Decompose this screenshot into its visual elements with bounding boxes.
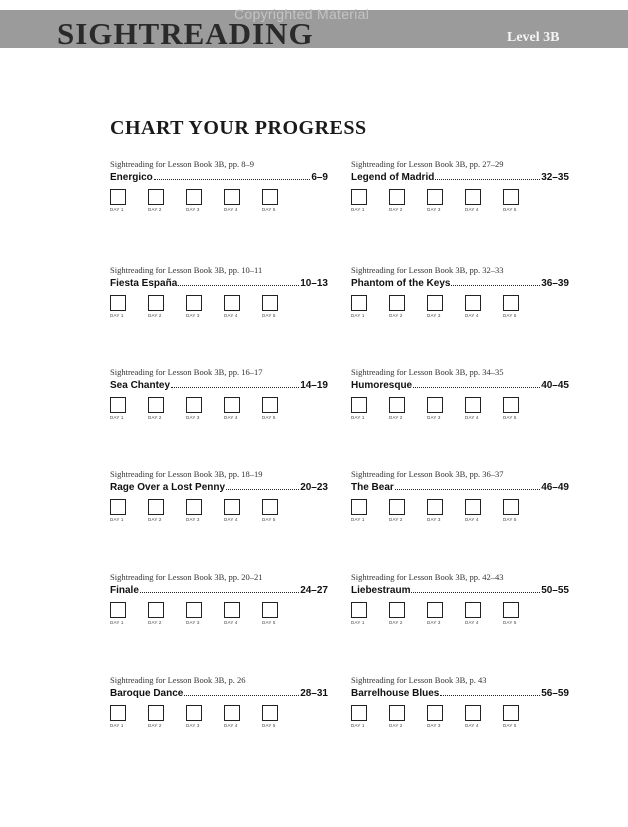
piece-title: Phantom of the Keys <box>351 278 451 289</box>
piece-line <box>351 687 569 700</box>
watermark: Copyrighted Material <box>234 6 370 22</box>
day-checkboxes <box>110 189 328 213</box>
day-checkboxes <box>351 602 569 626</box>
dot-leader <box>226 481 299 490</box>
day-label: DAY 1 <box>110 313 124 318</box>
day-5 <box>503 602 541 626</box>
day-1 <box>351 397 389 421</box>
day-label: DAY 1 <box>110 723 124 728</box>
lesson-reference: Sightreading for Lesson Book 3B, pp. 34–35 <box>351 367 504 377</box>
day-label: DAY 5 <box>503 517 517 522</box>
day-checkbox[interactable] <box>186 397 202 413</box>
piece-line <box>351 171 569 184</box>
day-label: DAY 3 <box>427 207 441 212</box>
day-checkbox[interactable] <box>262 189 278 205</box>
day-label: DAY 4 <box>224 415 238 420</box>
dot-leader <box>395 481 540 490</box>
dot-leader <box>411 584 540 593</box>
dot-leader <box>140 584 299 593</box>
day-label: DAY 4 <box>465 723 479 728</box>
progress-entry <box>110 367 328 421</box>
day-5 <box>262 295 300 319</box>
day-label: DAY 1 <box>110 207 124 212</box>
day-label: DAY 4 <box>465 415 479 420</box>
piece-title: Sea Chantey <box>110 380 171 391</box>
piece-line <box>110 687 328 700</box>
day-3 <box>427 397 465 421</box>
piece-title: Liebestraum <box>351 585 411 596</box>
day-checkbox[interactable] <box>110 189 126 205</box>
piece-title: Finale <box>110 585 139 596</box>
day-label: DAY 1 <box>351 415 365 420</box>
day-checkbox[interactable] <box>351 602 367 618</box>
day-checkboxes <box>110 397 328 421</box>
progress-entry <box>351 572 569 626</box>
day-label: DAY 2 <box>148 415 162 420</box>
lesson-reference: Sightreading for Lesson Book 3B, p. 43 <box>351 675 487 685</box>
day-checkbox[interactable] <box>465 499 481 515</box>
day-label: DAY 2 <box>389 207 403 212</box>
piece-title: Legend of Madrid <box>351 172 435 183</box>
day-checkbox[interactable] <box>262 499 278 515</box>
day-label: DAY 2 <box>389 620 403 625</box>
day-checkbox[interactable] <box>503 295 519 311</box>
progress-entry <box>351 469 569 523</box>
day-checkbox[interactable] <box>224 397 240 413</box>
day-label: DAY 2 <box>148 620 162 625</box>
day-4 <box>224 397 262 421</box>
day-label: DAY 4 <box>224 620 238 625</box>
dot-leader <box>413 379 540 388</box>
piece-line <box>110 171 328 184</box>
day-label: DAY 3 <box>186 620 200 625</box>
day-label: DAY 3 <box>427 313 441 318</box>
day-2 <box>148 499 186 523</box>
lesson-reference: Sightreading for Lesson Book 3B, pp. 16–17 <box>110 367 263 377</box>
day-checkbox[interactable] <box>503 602 519 618</box>
day-3 <box>186 397 224 421</box>
day-checkboxes <box>351 705 569 729</box>
day-2 <box>389 397 427 421</box>
day-checkbox[interactable] <box>503 397 519 413</box>
day-label: DAY 2 <box>148 517 162 522</box>
day-checkbox[interactable] <box>110 499 126 515</box>
day-1 <box>351 295 389 319</box>
day-3 <box>427 602 465 626</box>
piece-line <box>110 584 328 597</box>
day-label: DAY 3 <box>186 415 200 420</box>
day-checkbox[interactable] <box>224 499 240 515</box>
day-1 <box>110 602 148 626</box>
day-label: DAY 2 <box>389 517 403 522</box>
piece-title: Baroque Dance <box>110 688 184 699</box>
day-label: DAY 5 <box>262 415 276 420</box>
day-3 <box>186 705 224 729</box>
day-2 <box>389 499 427 523</box>
lesson-reference: Sightreading for Lesson Book 3B, pp. 10–11 <box>110 265 263 275</box>
day-label: DAY 1 <box>110 517 124 522</box>
day-label: DAY 5 <box>262 517 276 522</box>
day-1 <box>351 499 389 523</box>
day-2 <box>389 602 427 626</box>
piece-line <box>351 481 569 494</box>
day-checkbox[interactable] <box>389 397 405 413</box>
progress-entry <box>351 159 569 213</box>
day-checkbox[interactable] <box>186 189 202 205</box>
day-label: DAY 5 <box>262 207 276 212</box>
day-label: DAY 5 <box>503 723 517 728</box>
page-range: 56–59 <box>541 688 569 699</box>
day-2 <box>148 295 186 319</box>
day-2 <box>389 189 427 213</box>
day-2 <box>148 189 186 213</box>
page-range: 6–9 <box>311 172 328 183</box>
page-range: 28–31 <box>300 688 328 699</box>
day-checkbox[interactable] <box>148 397 164 413</box>
day-checkbox[interactable] <box>148 189 164 205</box>
day-checkbox[interactable] <box>503 705 519 721</box>
day-label: DAY 1 <box>110 620 124 625</box>
progress-entry <box>110 675 328 729</box>
day-checkboxes <box>110 705 328 729</box>
day-2 <box>148 397 186 421</box>
day-label: DAY 1 <box>110 415 124 420</box>
day-label: DAY 3 <box>427 415 441 420</box>
progress-entry <box>351 265 569 319</box>
day-checkbox[interactable] <box>465 397 481 413</box>
day-checkbox[interactable] <box>389 705 405 721</box>
day-label: DAY 1 <box>351 313 365 318</box>
day-checkbox[interactable] <box>148 499 164 515</box>
day-checkbox[interactable] <box>427 499 443 515</box>
day-label: DAY 5 <box>262 313 276 318</box>
dot-leader <box>171 379 299 388</box>
day-2 <box>389 295 427 319</box>
day-3 <box>186 295 224 319</box>
day-5 <box>262 602 300 626</box>
day-label: DAY 4 <box>465 517 479 522</box>
page-range: 46–49 <box>541 482 569 493</box>
piece-line <box>110 379 328 392</box>
day-checkboxes <box>110 295 328 319</box>
lesson-reference: Sightreading for Lesson Book 3B, pp. 32–33 <box>351 265 504 275</box>
piece-title: Barrelhouse Blues <box>351 688 440 699</box>
day-5 <box>262 397 300 421</box>
dot-leader <box>154 171 311 180</box>
day-label: DAY 5 <box>503 620 517 625</box>
piece-title: Energico <box>110 172 153 183</box>
day-2 <box>148 705 186 729</box>
day-checkbox[interactable] <box>110 705 126 721</box>
day-4 <box>465 397 503 421</box>
page-range: 36–39 <box>541 278 569 289</box>
day-3 <box>427 189 465 213</box>
page-range: 24–27 <box>300 585 328 596</box>
lesson-reference: Sightreading for Lesson Book 3B, pp. 27–29 <box>351 159 504 169</box>
day-3 <box>186 499 224 523</box>
day-4 <box>224 189 262 213</box>
day-checkbox[interactable] <box>186 602 202 618</box>
day-checkbox[interactable] <box>351 499 367 515</box>
day-checkbox[interactable] <box>351 397 367 413</box>
day-checkbox[interactable] <box>110 295 126 311</box>
day-checkbox[interactable] <box>186 295 202 311</box>
day-label: DAY 4 <box>224 517 238 522</box>
day-4 <box>465 295 503 319</box>
piece-title: Rage Over a Lost Penny <box>110 482 226 493</box>
day-checkbox[interactable] <box>389 499 405 515</box>
piece-title: Humoresque <box>351 380 413 391</box>
day-label: DAY 4 <box>224 207 238 212</box>
day-label: DAY 1 <box>351 517 365 522</box>
day-5 <box>503 499 541 523</box>
progress-entry <box>351 675 569 729</box>
dot-leader <box>178 277 299 286</box>
day-label: DAY 3 <box>186 207 200 212</box>
day-5 <box>503 705 541 729</box>
day-checkbox[interactable] <box>427 189 443 205</box>
day-checkbox[interactable] <box>110 602 126 618</box>
day-checkbox[interactable] <box>148 602 164 618</box>
day-checkbox[interactable] <box>148 705 164 721</box>
day-label: DAY 2 <box>148 313 162 318</box>
lesson-reference: Sightreading for Lesson Book 3B, pp. 42–43 <box>351 572 504 582</box>
day-label: DAY 4 <box>465 313 479 318</box>
day-label: DAY 2 <box>148 723 162 728</box>
day-checkbox[interactable] <box>351 705 367 721</box>
day-3 <box>427 705 465 729</box>
page-range: 20–23 <box>300 482 328 493</box>
day-checkbox[interactable] <box>186 499 202 515</box>
day-label: DAY 3 <box>427 620 441 625</box>
day-checkbox[interactable] <box>351 295 367 311</box>
day-4 <box>224 602 262 626</box>
day-checkbox[interactable] <box>465 295 481 311</box>
lesson-reference: Sightreading for Lesson Book 3B, pp. 8–9 <box>110 159 255 169</box>
day-label: DAY 3 <box>186 313 200 318</box>
day-4 <box>465 189 503 213</box>
day-label: DAY 1 <box>351 207 365 212</box>
lesson-reference: Sightreading for Lesson Book 3B, pp. 18–19 <box>110 469 263 479</box>
day-5 <box>262 499 300 523</box>
dot-leader <box>440 687 540 696</box>
day-checkbox[interactable] <box>262 295 278 311</box>
day-3 <box>186 602 224 626</box>
day-checkbox[interactable] <box>148 295 164 311</box>
lesson-reference: Sightreading for Lesson Book 3B, pp. 20–21 <box>110 572 263 582</box>
day-checkbox[interactable] <box>262 397 278 413</box>
day-label: DAY 3 <box>186 723 200 728</box>
day-3 <box>427 499 465 523</box>
day-label: DAY 3 <box>427 723 441 728</box>
header-title: SIGHTREADING <box>57 16 314 51</box>
day-1 <box>351 189 389 213</box>
page-range: 10–13 <box>300 278 328 289</box>
day-4 <box>224 295 262 319</box>
level-label: Level 3B <box>507 30 560 45</box>
day-2 <box>148 602 186 626</box>
day-checkbox[interactable] <box>224 705 240 721</box>
piece-line <box>110 277 328 290</box>
progress-entry <box>110 572 328 626</box>
page-range: 50–55 <box>541 585 569 596</box>
dot-leader <box>435 171 540 180</box>
day-checkbox[interactable] <box>503 189 519 205</box>
day-label: DAY 3 <box>186 517 200 522</box>
day-4 <box>465 602 503 626</box>
dot-leader <box>184 687 299 696</box>
day-1 <box>110 189 148 213</box>
progress-entry <box>110 159 328 213</box>
day-checkboxes <box>351 189 569 213</box>
day-checkbox[interactable] <box>389 189 405 205</box>
piece-line <box>351 584 569 597</box>
day-checkboxes <box>351 499 569 523</box>
day-5 <box>503 397 541 421</box>
day-checkboxes <box>110 602 328 626</box>
day-label: DAY 1 <box>351 620 365 625</box>
day-checkbox[interactable] <box>224 602 240 618</box>
day-checkbox[interactable] <box>503 499 519 515</box>
day-checkboxes <box>110 499 328 523</box>
progress-entry <box>351 367 569 421</box>
day-label: DAY 4 <box>465 207 479 212</box>
day-label: DAY 2 <box>389 415 403 420</box>
day-label: DAY 5 <box>262 723 276 728</box>
day-1 <box>110 295 148 319</box>
page-range: 32–35 <box>541 172 569 183</box>
day-checkbox[interactable] <box>427 397 443 413</box>
day-label: DAY 4 <box>465 620 479 625</box>
day-4 <box>465 499 503 523</box>
day-checkbox[interactable] <box>465 602 481 618</box>
day-2 <box>389 705 427 729</box>
piece-title: Fiesta España <box>110 278 178 289</box>
day-3 <box>427 295 465 319</box>
day-1 <box>110 499 148 523</box>
day-1 <box>110 397 148 421</box>
day-checkbox[interactable] <box>262 705 278 721</box>
day-checkbox[interactable] <box>427 705 443 721</box>
day-5 <box>262 189 300 213</box>
dot-leader <box>451 277 540 286</box>
day-checkbox[interactable] <box>465 189 481 205</box>
day-checkbox[interactable] <box>186 705 202 721</box>
day-5 <box>262 705 300 729</box>
day-label: DAY 5 <box>503 313 517 318</box>
day-1 <box>351 602 389 626</box>
day-checkbox[interactable] <box>224 189 240 205</box>
day-label: DAY 4 <box>224 313 238 318</box>
piece-line <box>110 481 328 494</box>
day-label: DAY 4 <box>224 723 238 728</box>
day-checkbox[interactable] <box>389 295 405 311</box>
day-5 <box>503 189 541 213</box>
day-checkbox[interactable] <box>465 705 481 721</box>
day-label: DAY 5 <box>503 415 517 420</box>
day-checkboxes <box>351 295 569 319</box>
lesson-reference: Sightreading for Lesson Book 3B, p. 26 <box>110 675 246 685</box>
day-checkboxes <box>351 397 569 421</box>
day-checkbox[interactable] <box>351 189 367 205</box>
day-4 <box>465 705 503 729</box>
piece-line <box>351 277 569 290</box>
day-1 <box>351 705 389 729</box>
day-checkbox[interactable] <box>262 602 278 618</box>
piece-title: The Bear <box>351 482 394 493</box>
day-checkbox[interactable] <box>389 602 405 618</box>
day-checkbox[interactable] <box>110 397 126 413</box>
day-checkbox[interactable] <box>224 295 240 311</box>
day-1 <box>110 705 148 729</box>
day-5 <box>503 295 541 319</box>
day-label: DAY 2 <box>148 207 162 212</box>
day-label: DAY 2 <box>389 313 403 318</box>
lesson-reference: Sightreading for Lesson Book 3B, pp. 36–37 <box>351 469 504 479</box>
page-range: 40–45 <box>541 380 569 391</box>
page-range: 14–19 <box>300 380 328 391</box>
progress-entry <box>110 469 328 523</box>
day-label: DAY 2 <box>389 723 403 728</box>
progress-entry <box>110 265 328 319</box>
day-label: DAY 5 <box>262 620 276 625</box>
day-checkbox[interactable] <box>427 295 443 311</box>
day-label: DAY 3 <box>427 517 441 522</box>
day-label: DAY 1 <box>351 723 365 728</box>
day-3 <box>186 189 224 213</box>
day-checkbox[interactable] <box>427 602 443 618</box>
day-4 <box>224 705 262 729</box>
page-title: CHART YOUR PROGRESS <box>110 117 367 139</box>
day-label: DAY 5 <box>503 207 517 212</box>
piece-line <box>351 379 569 392</box>
day-4 <box>224 499 262 523</box>
